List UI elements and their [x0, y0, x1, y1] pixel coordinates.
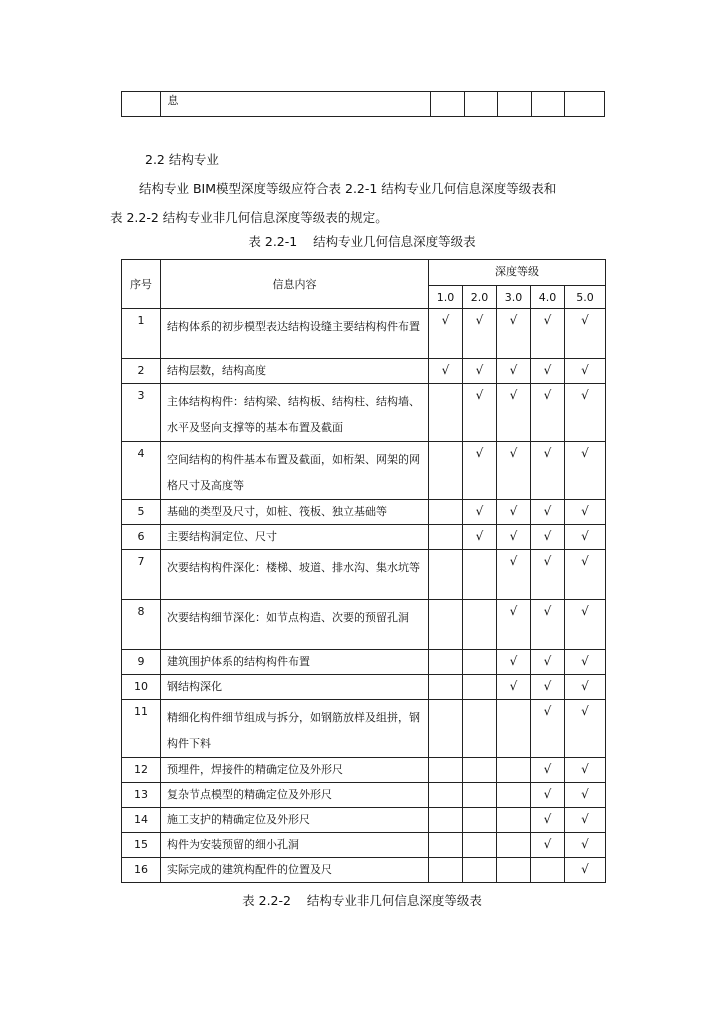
- level-check-cell: [497, 500, 531, 525]
- geometry-depth-table: [121, 259, 606, 883]
- level-check-cell: [463, 525, 497, 550]
- level-check-cell: [531, 808, 565, 833]
- table-row: [122, 675, 606, 700]
- level-check-cell: [497, 442, 531, 500]
- row-number: 8: [122, 600, 161, 650]
- row-content: 实际完成的建筑构配件的位置及尺: [161, 858, 429, 883]
- check-mark-icon: √: [543, 837, 552, 851]
- check-mark-icon: √: [543, 812, 552, 826]
- level-check-cell: [463, 650, 497, 675]
- check-mark-icon: √: [543, 388, 552, 402]
- check-mark-icon: √: [509, 604, 518, 618]
- level-header: 4.0: [531, 286, 565, 309]
- level-check-cell: [463, 675, 497, 700]
- level-check-cell: [463, 758, 497, 783]
- table-row: [122, 600, 606, 650]
- table-cell: [122, 92, 161, 117]
- level-check-cell: [497, 525, 531, 550]
- level-check-cell: [531, 700, 565, 758]
- level-check-cell: [531, 500, 565, 525]
- row-content: 施工支护的精确定位及外形尺: [161, 808, 429, 833]
- check-mark-icon: √: [581, 604, 589, 618]
- row-number: 7: [122, 550, 161, 600]
- check-mark-icon: √: [543, 529, 552, 543]
- level-check-cell: [565, 359, 606, 384]
- level-check-cell: [565, 675, 606, 700]
- level-header: 3.0: [497, 286, 531, 309]
- table-cell: [498, 92, 532, 117]
- row-content: 精细化构件细节组成与拆分，如钢筋放样及组拼，钢构件下料: [161, 700, 429, 758]
- check-mark-icon: √: [543, 762, 552, 776]
- row-content: 主体结构构件：结构梁、结构板、结构柱、结构墙、水平及竖向支撑等的基本布置及截面: [161, 384, 429, 442]
- level-check-cell: [497, 600, 531, 650]
- table-cell: [464, 92, 498, 117]
- level-check-cell: [463, 600, 497, 650]
- row-number: 9: [122, 650, 161, 675]
- check-mark-icon: √: [581, 363, 589, 377]
- row-content: 构件为安装预留的细小孔洞: [161, 833, 429, 858]
- level-check-cell: [429, 442, 463, 500]
- level-check-cell: [429, 500, 463, 525]
- level-check-cell: [497, 858, 531, 883]
- level-check-cell: [565, 550, 606, 600]
- level-check-cell: [565, 600, 606, 650]
- level-check-cell: [497, 650, 531, 675]
- level-check-cell: [429, 384, 463, 442]
- check-mark-icon: √: [581, 554, 589, 568]
- check-mark-icon: √: [581, 787, 589, 801]
- check-mark-icon: √: [509, 313, 518, 327]
- table-row: [122, 833, 606, 858]
- check-mark-icon: √: [475, 388, 484, 402]
- level-check-cell: [531, 675, 565, 700]
- check-mark-icon: √: [581, 654, 589, 668]
- row-content: 空间结构的构件基本布置及截面，如桁架、网架的网格尺寸及高度等: [161, 442, 429, 500]
- paragraph-line: 表 2.2-2 结构专业非几何信息深度等级表的规定。: [110, 210, 388, 225]
- check-mark-icon: √: [509, 554, 518, 568]
- level-check-cell: [531, 758, 565, 783]
- level-check-cell: [497, 550, 531, 600]
- check-mark-icon: √: [543, 704, 552, 718]
- level-check-cell: [429, 359, 463, 384]
- level-check-cell: [429, 758, 463, 783]
- level-check-cell: [531, 600, 565, 650]
- table-row: [122, 550, 606, 600]
- check-mark-icon: √: [509, 654, 518, 668]
- level-check-cell: [565, 525, 606, 550]
- level-check-cell: [565, 309, 606, 359]
- level-check-cell: [565, 808, 606, 833]
- table-cell: [531, 92, 565, 117]
- level-check-cell: [531, 650, 565, 675]
- check-mark-icon: √: [543, 554, 552, 568]
- section-heading: 2.2 结构专业: [145, 152, 219, 167]
- table-row: [122, 384, 606, 442]
- level-check-cell: [429, 525, 463, 550]
- level-check-cell: [463, 700, 497, 758]
- table-row: [122, 500, 606, 525]
- row-number: 3: [122, 384, 161, 442]
- row-number: 13: [122, 783, 161, 808]
- row-number: 2: [122, 359, 161, 384]
- check-mark-icon: √: [581, 862, 589, 876]
- check-mark-icon: √: [543, 504, 552, 518]
- level-check-cell: [463, 500, 497, 525]
- check-mark-icon: √: [475, 313, 484, 327]
- row-number: 14: [122, 808, 161, 833]
- level-check-cell: [565, 384, 606, 442]
- table-caption: 表 2.2-2 结构专业非几何信息深度等级表: [242, 893, 482, 908]
- level-check-cell: [565, 442, 606, 500]
- level-check-cell: [565, 833, 606, 858]
- level-check-cell: [531, 833, 565, 858]
- check-mark-icon: √: [509, 679, 518, 693]
- row-content: 基础的类型及尺寸，如桩、筏板、独立基础等: [161, 500, 429, 525]
- row-number: 11: [122, 700, 161, 758]
- level-check-cell: [429, 675, 463, 700]
- level-check-cell: [497, 675, 531, 700]
- level-check-cell: [565, 858, 606, 883]
- row-content: 预埋件，焊接件的精确定位及外形尺: [161, 758, 429, 783]
- row-content: 次要结构构件深化：楼梯、坡道、排水沟、集水坑等: [161, 550, 429, 600]
- row-content: 次要结构细节深化：如节点构造、次要的预留孔洞: [161, 600, 429, 650]
- level-check-cell: [429, 783, 463, 808]
- level-check-cell: [463, 808, 497, 833]
- level-check-cell: [565, 783, 606, 808]
- row-content: 建筑围护体系的结构构件布置: [161, 650, 429, 675]
- check-mark-icon: √: [543, 654, 552, 668]
- level-check-cell: [429, 808, 463, 833]
- table-cell: [565, 92, 605, 117]
- level-check-cell: [463, 783, 497, 808]
- level-check-cell: [429, 858, 463, 883]
- row-number: 1: [122, 309, 161, 359]
- level-check-cell: [531, 858, 565, 883]
- check-mark-icon: √: [475, 363, 484, 377]
- check-mark-icon: √: [475, 446, 484, 460]
- level-check-cell: [531, 550, 565, 600]
- seq-header: 序号: [122, 260, 161, 309]
- paragraph-line: 结构专业 BIM模型深度等级应符合表 2.2-1 结构专业几何信息深度等级表和: [139, 181, 557, 196]
- level-check-cell: [497, 700, 531, 758]
- level-check-cell: [531, 525, 565, 550]
- level-check-cell: [463, 833, 497, 858]
- table-caption: 表 2.2-1 结构专业几何信息深度等级表: [248, 234, 476, 249]
- level-check-cell: [565, 650, 606, 675]
- level-check-cell: [429, 550, 463, 600]
- row-number: 12: [122, 758, 161, 783]
- check-mark-icon: √: [581, 812, 589, 826]
- level-check-cell: [463, 359, 497, 384]
- check-mark-icon: √: [543, 679, 552, 693]
- check-mark-icon: √: [581, 679, 589, 693]
- table-row: [122, 309, 606, 359]
- level-check-cell: [497, 758, 531, 783]
- level-check-cell: [463, 309, 497, 359]
- check-mark-icon: √: [581, 529, 589, 543]
- depth-level-header: 深度等级: [429, 260, 606, 286]
- row-number: 6: [122, 525, 161, 550]
- check-mark-icon: √: [581, 446, 589, 460]
- level-check-cell: [497, 359, 531, 384]
- level-header: 2.0: [463, 286, 497, 309]
- row-number: 4: [122, 442, 161, 500]
- level-check-cell: [429, 700, 463, 758]
- level-check-cell: [531, 783, 565, 808]
- level-header: 1.0: [429, 286, 463, 309]
- table-row: [122, 525, 606, 550]
- level-check-cell: [429, 600, 463, 650]
- level-check-cell: [429, 833, 463, 858]
- check-mark-icon: √: [543, 313, 552, 327]
- check-mark-icon: √: [441, 313, 450, 327]
- table-row: [122, 700, 606, 758]
- table-row: [122, 359, 606, 384]
- check-mark-icon: √: [509, 529, 518, 543]
- level-check-cell: [463, 858, 497, 883]
- level-check-cell: [429, 650, 463, 675]
- check-mark-icon: √: [581, 837, 589, 851]
- check-mark-icon: √: [543, 446, 552, 460]
- row-content: 主要结构洞定位、尺寸: [161, 525, 429, 550]
- level-check-cell: [531, 384, 565, 442]
- level-check-cell: [497, 833, 531, 858]
- level-check-cell: [463, 442, 497, 500]
- level-check-cell: [531, 442, 565, 500]
- check-mark-icon: √: [543, 787, 552, 801]
- table-row: [122, 650, 606, 675]
- top-table-fragment: [121, 91, 605, 117]
- level-check-cell: [565, 500, 606, 525]
- row-number: 10: [122, 675, 161, 700]
- row-content: 钢结构深化: [161, 675, 429, 700]
- table-row: [122, 783, 606, 808]
- check-mark-icon: √: [509, 446, 518, 460]
- check-mark-icon: √: [509, 363, 518, 377]
- table-row: [122, 758, 606, 783]
- table-row: [122, 808, 606, 833]
- level-check-cell: [497, 309, 531, 359]
- check-mark-icon: √: [543, 363, 552, 377]
- check-mark-icon: √: [475, 529, 484, 543]
- row-content: 复杂节点模型的精确定位及外形尺: [161, 783, 429, 808]
- level-check-cell: [497, 808, 531, 833]
- check-mark-icon: √: [509, 388, 518, 402]
- level-header: 5.0: [565, 286, 606, 309]
- check-mark-icon: √: [581, 313, 589, 327]
- table-row: [122, 92, 605, 117]
- row-number: 15: [122, 833, 161, 858]
- level-check-cell: [565, 758, 606, 783]
- table-row: [122, 858, 606, 883]
- level-check-cell: [429, 309, 463, 359]
- table-cell: [161, 92, 431, 117]
- check-mark-icon: √: [441, 363, 450, 377]
- content-header: 信息内容: [161, 260, 429, 309]
- level-check-cell: [531, 309, 565, 359]
- row-content: 结构体系的初步模型表达结构设缝主要结构构件布置: [161, 309, 429, 359]
- check-mark-icon: √: [581, 504, 589, 518]
- check-mark-icon: √: [475, 504, 484, 518]
- level-check-cell: [463, 384, 497, 442]
- level-check-cell: [497, 783, 531, 808]
- level-check-cell: [565, 700, 606, 758]
- check-mark-icon: √: [509, 504, 518, 518]
- row-number: 5: [122, 500, 161, 525]
- level-check-cell: [497, 384, 531, 442]
- table-row: [122, 442, 606, 500]
- table-cell: [431, 92, 465, 117]
- table-header-row: [122, 260, 606, 286]
- check-mark-icon: √: [581, 762, 589, 776]
- check-mark-icon: √: [581, 388, 589, 402]
- row-content: 结构层数，结构高度: [161, 359, 429, 384]
- check-mark-icon: √: [581, 704, 589, 718]
- level-check-cell: [531, 359, 565, 384]
- row-number: 16: [122, 858, 161, 883]
- cell-text: 息: [167, 94, 179, 107]
- level-check-cell: [463, 550, 497, 600]
- check-mark-icon: √: [543, 604, 552, 618]
